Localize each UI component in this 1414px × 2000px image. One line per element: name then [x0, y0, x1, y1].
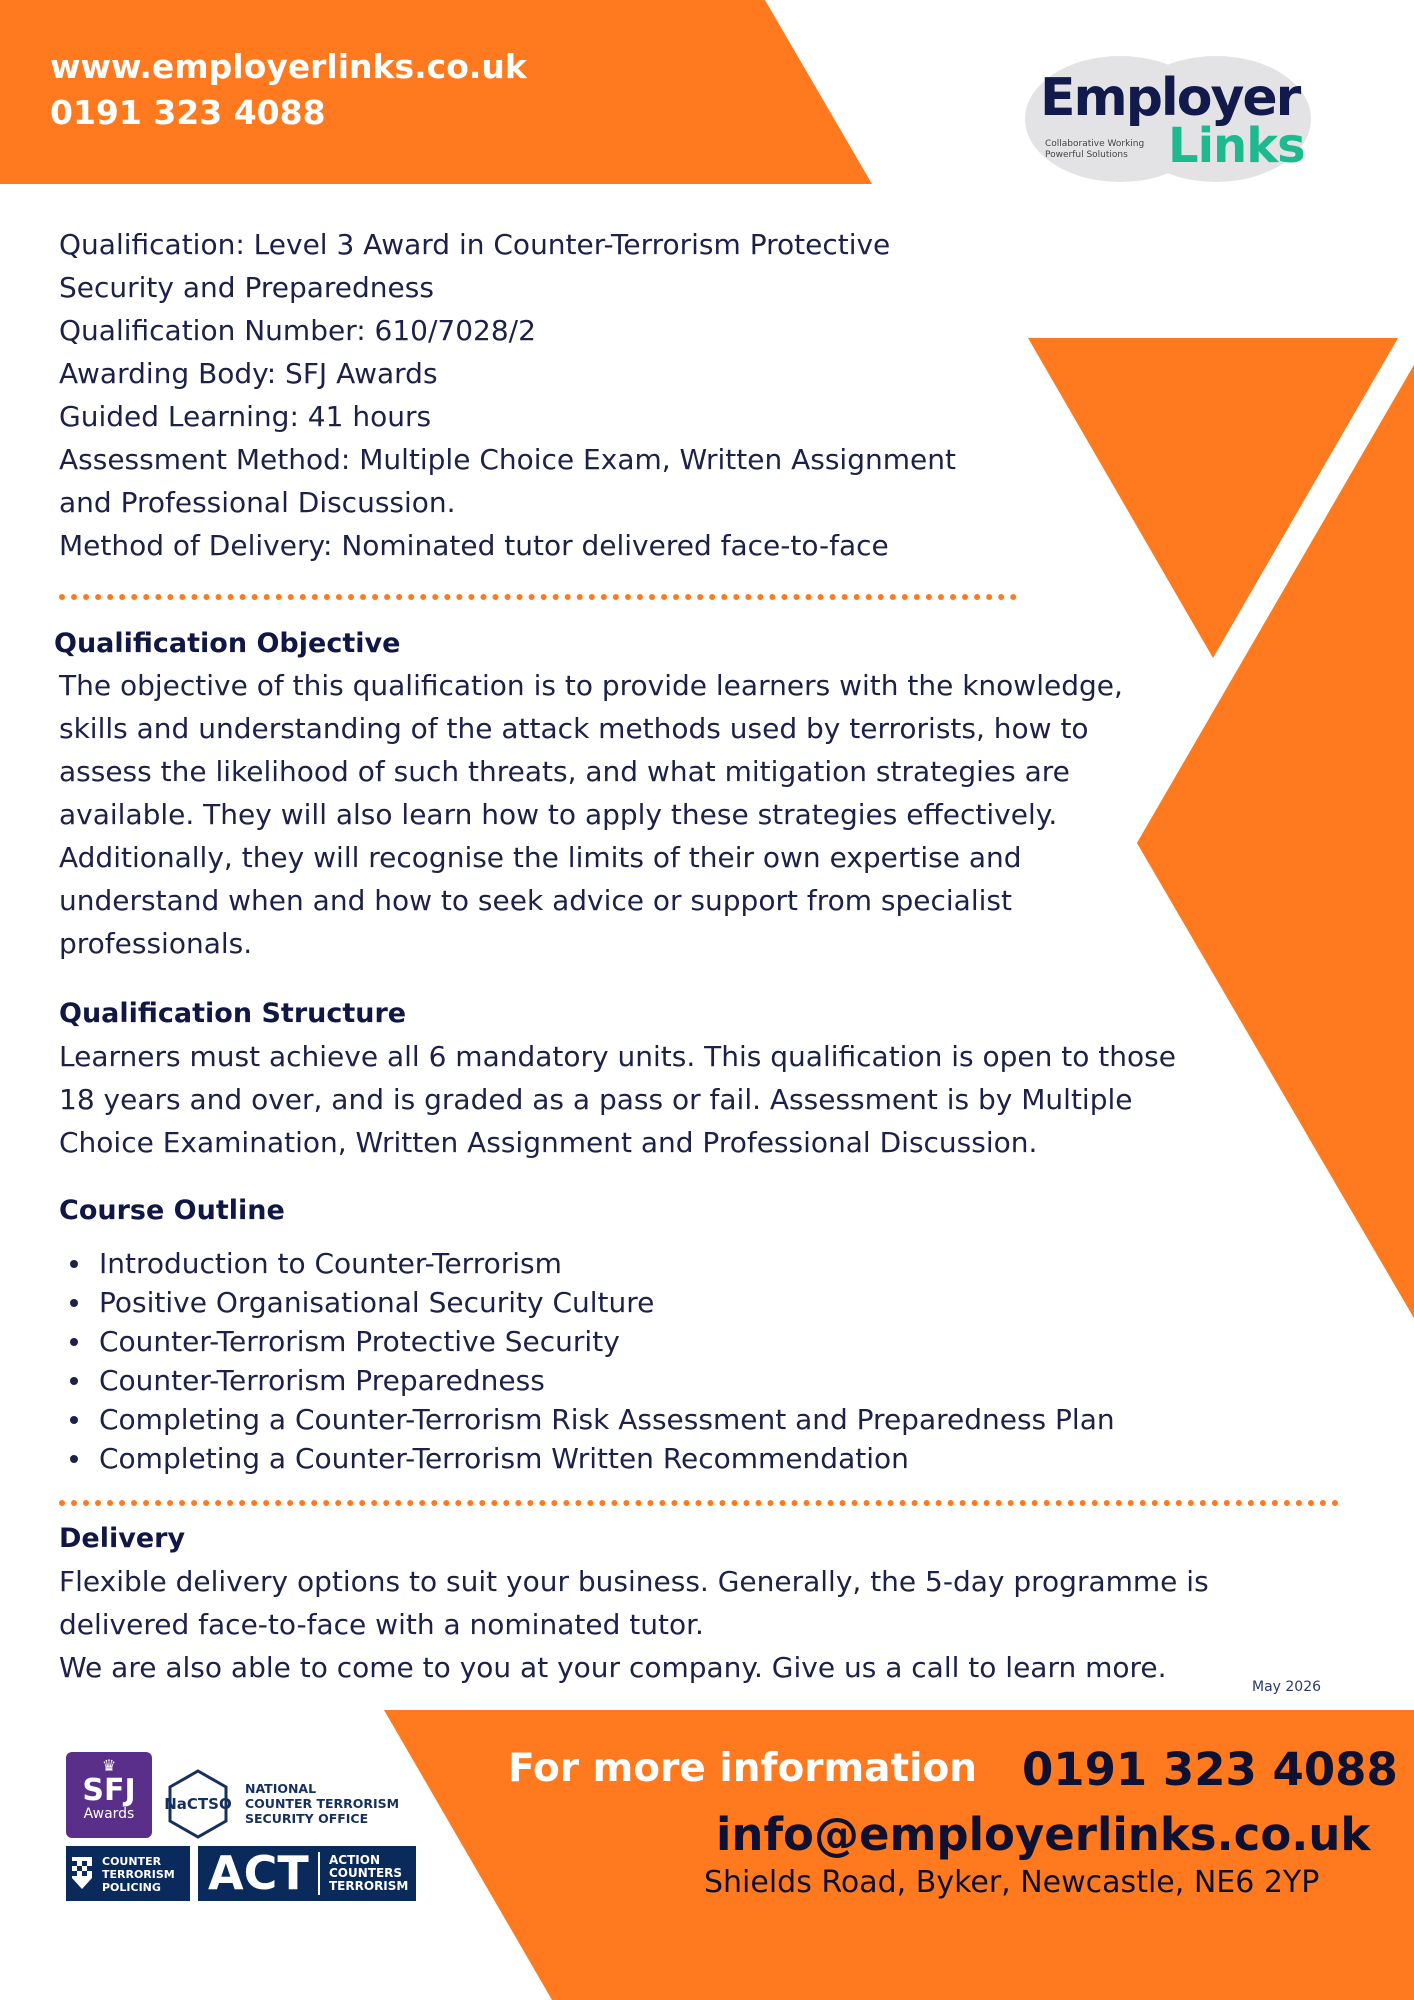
objective-line: understand when and how to seek advice or support from specialist [59, 884, 1012, 917]
list-item: Completing a Counter-Terrorism Risk Assessment and Preparedness Plan [59, 1400, 1115, 1439]
act-logo-title: ACT [208, 1846, 309, 1900]
objective-line: professionals. [59, 927, 253, 960]
list-item: Positive Organisational Security Culture [59, 1283, 1115, 1322]
delivery-line: delivered face-to-face with a nominated tutor. [59, 1608, 704, 1641]
act-divider [318, 1852, 320, 1895]
crown-icon: ♛ [101, 1756, 117, 1775]
sfj-logo-title: SFJ [82, 1773, 136, 1808]
act-label-line: ACTION [329, 1853, 380, 1867]
logo-word-links: Links [1168, 118, 1305, 174]
objective-line: assess the likelihood of such threats, and what mitigation strategies are [59, 755, 1070, 788]
objective-heading: Qualification Objective [54, 628, 401, 659]
header-website[interactable]: www.employerlinks.co.uk [50, 47, 527, 86]
list-item: Counter-Terrorism Protective Security [59, 1322, 1115, 1361]
delivery-method: Method of Delivery: Nominated tutor delivered face-to-face [59, 529, 889, 562]
qualification-line: Security and Preparedness [59, 271, 434, 304]
header-phone[interactable]: 0191 323 4088 [50, 93, 326, 132]
structure-line: Choice Examination, Written Assignment and Professional Discussion. [59, 1126, 1038, 1159]
assessment-method-cont: and Professional Discussion. [59, 486, 456, 519]
delivery-heading: Delivery [59, 1523, 186, 1554]
ctp-label [102, 1855, 175, 1894]
dotted-divider [59, 1500, 1339, 1506]
logo-wordmark [1040, 68, 1305, 174]
list-item: Introduction to Counter-Terrorism [59, 1244, 1115, 1283]
qualification-line: Qualification: Level 3 Award in Counter-Terrorism Protective [59, 228, 891, 261]
list-item: Counter-Terrorism Preparedness [59, 1361, 1115, 1400]
list-item: Completing a Counter-Terrorism Written Recommendation [59, 1439, 1115, 1478]
nactso-label [245, 1781, 399, 1826]
date-stamp: May 2026 [1252, 1679, 1322, 1695]
delivery-line: We are also able to come to you at your company. Give us a call to learn more. [59, 1651, 1167, 1684]
structure-line: 18 years and over, and is graded as a pass or fail. Assessment is by Multiple [59, 1083, 1133, 1116]
footer-address: Shields Road, Byker, Newcastle, NE6 2YP [704, 1865, 1320, 1900]
objective-line: Additionally, they will recognise the limits of their own expertise and [59, 841, 1022, 874]
logo-word-employer: Employer [1040, 68, 1300, 128]
logo-tagline-1: Collaborative Working [1045, 139, 1145, 149]
nactso-label-line: SECURITY OFFICE [245, 1811, 369, 1826]
qualification-number: Qualification Number: 610/7028/2 [59, 314, 536, 347]
ctp-label-line: COUNTER [102, 1855, 162, 1868]
ctp-label-line: TERRORISM [102, 1868, 175, 1881]
counter-terrorism-policing-logo [66, 1846, 190, 1901]
footer-email[interactable]: info@employerlinks.co.uk [716, 1808, 1371, 1861]
structure-paragraph [59, 1035, 1219, 1164]
delivery-line: Flexible delivery options to suit your business. Generally, the 5-day programme is [59, 1565, 1209, 1598]
objective-line: available. They will also learn how to apply these strategies effectively. [59, 798, 1058, 831]
act-action-counters-terrorism-logo [198, 1846, 416, 1901]
course-outline-heading: Course Outline [59, 1195, 285, 1226]
objective-paragraph [59, 664, 1159, 965]
nactso-emblem-icon [162, 1768, 234, 1840]
checkered-shield-icon [71, 1856, 93, 1890]
sfj-logo-subtitle: Awards [83, 1806, 135, 1822]
nactso-label-line: NATIONAL [245, 1781, 317, 1796]
assessment-method: Assessment Method: Multiple Choice Exam, Written Assignment [59, 443, 956, 476]
objective-line: skills and understanding of the attack methods used by terrorists, how to [59, 712, 1089, 745]
guided-learning: Guided Learning: 41 hours [59, 400, 432, 433]
ctp-label-line: POLICING [102, 1881, 161, 1894]
logo-tagline-2: Powerful Solutions [1045, 150, 1128, 160]
act-label-line: COUNTERS [329, 1866, 403, 1880]
nactso-label-line: COUNTER TERRORISM [245, 1796, 400, 1811]
act-label [329, 1854, 408, 1893]
awarding-body: Awarding Body: SFJ Awards [59, 357, 438, 390]
more-information-label: For more information [508, 1746, 978, 1791]
top-banner-shape [0, 0, 872, 184]
structure-heading: Qualification Structure [59, 998, 407, 1029]
qualification-details [59, 223, 1059, 567]
dotted-divider [59, 594, 1017, 600]
sfj-awards-logo [66, 1752, 152, 1838]
nactso-emblem-text: NaCTSO [164, 1795, 232, 1813]
footer-phone[interactable]: 0191 323 4088 [1022, 1743, 1398, 1796]
structure-line: Learners must achieve all 6 mandatory units. This qualification is open to those [59, 1040, 1176, 1073]
act-label-line: TERRORISM [329, 1879, 409, 1893]
objective-line: The objective of this qualification is to provide learners with the knowledge, [59, 669, 1123, 702]
course-outline-list [59, 1244, 1115, 1478]
delivery-paragraph [59, 1560, 1259, 1689]
